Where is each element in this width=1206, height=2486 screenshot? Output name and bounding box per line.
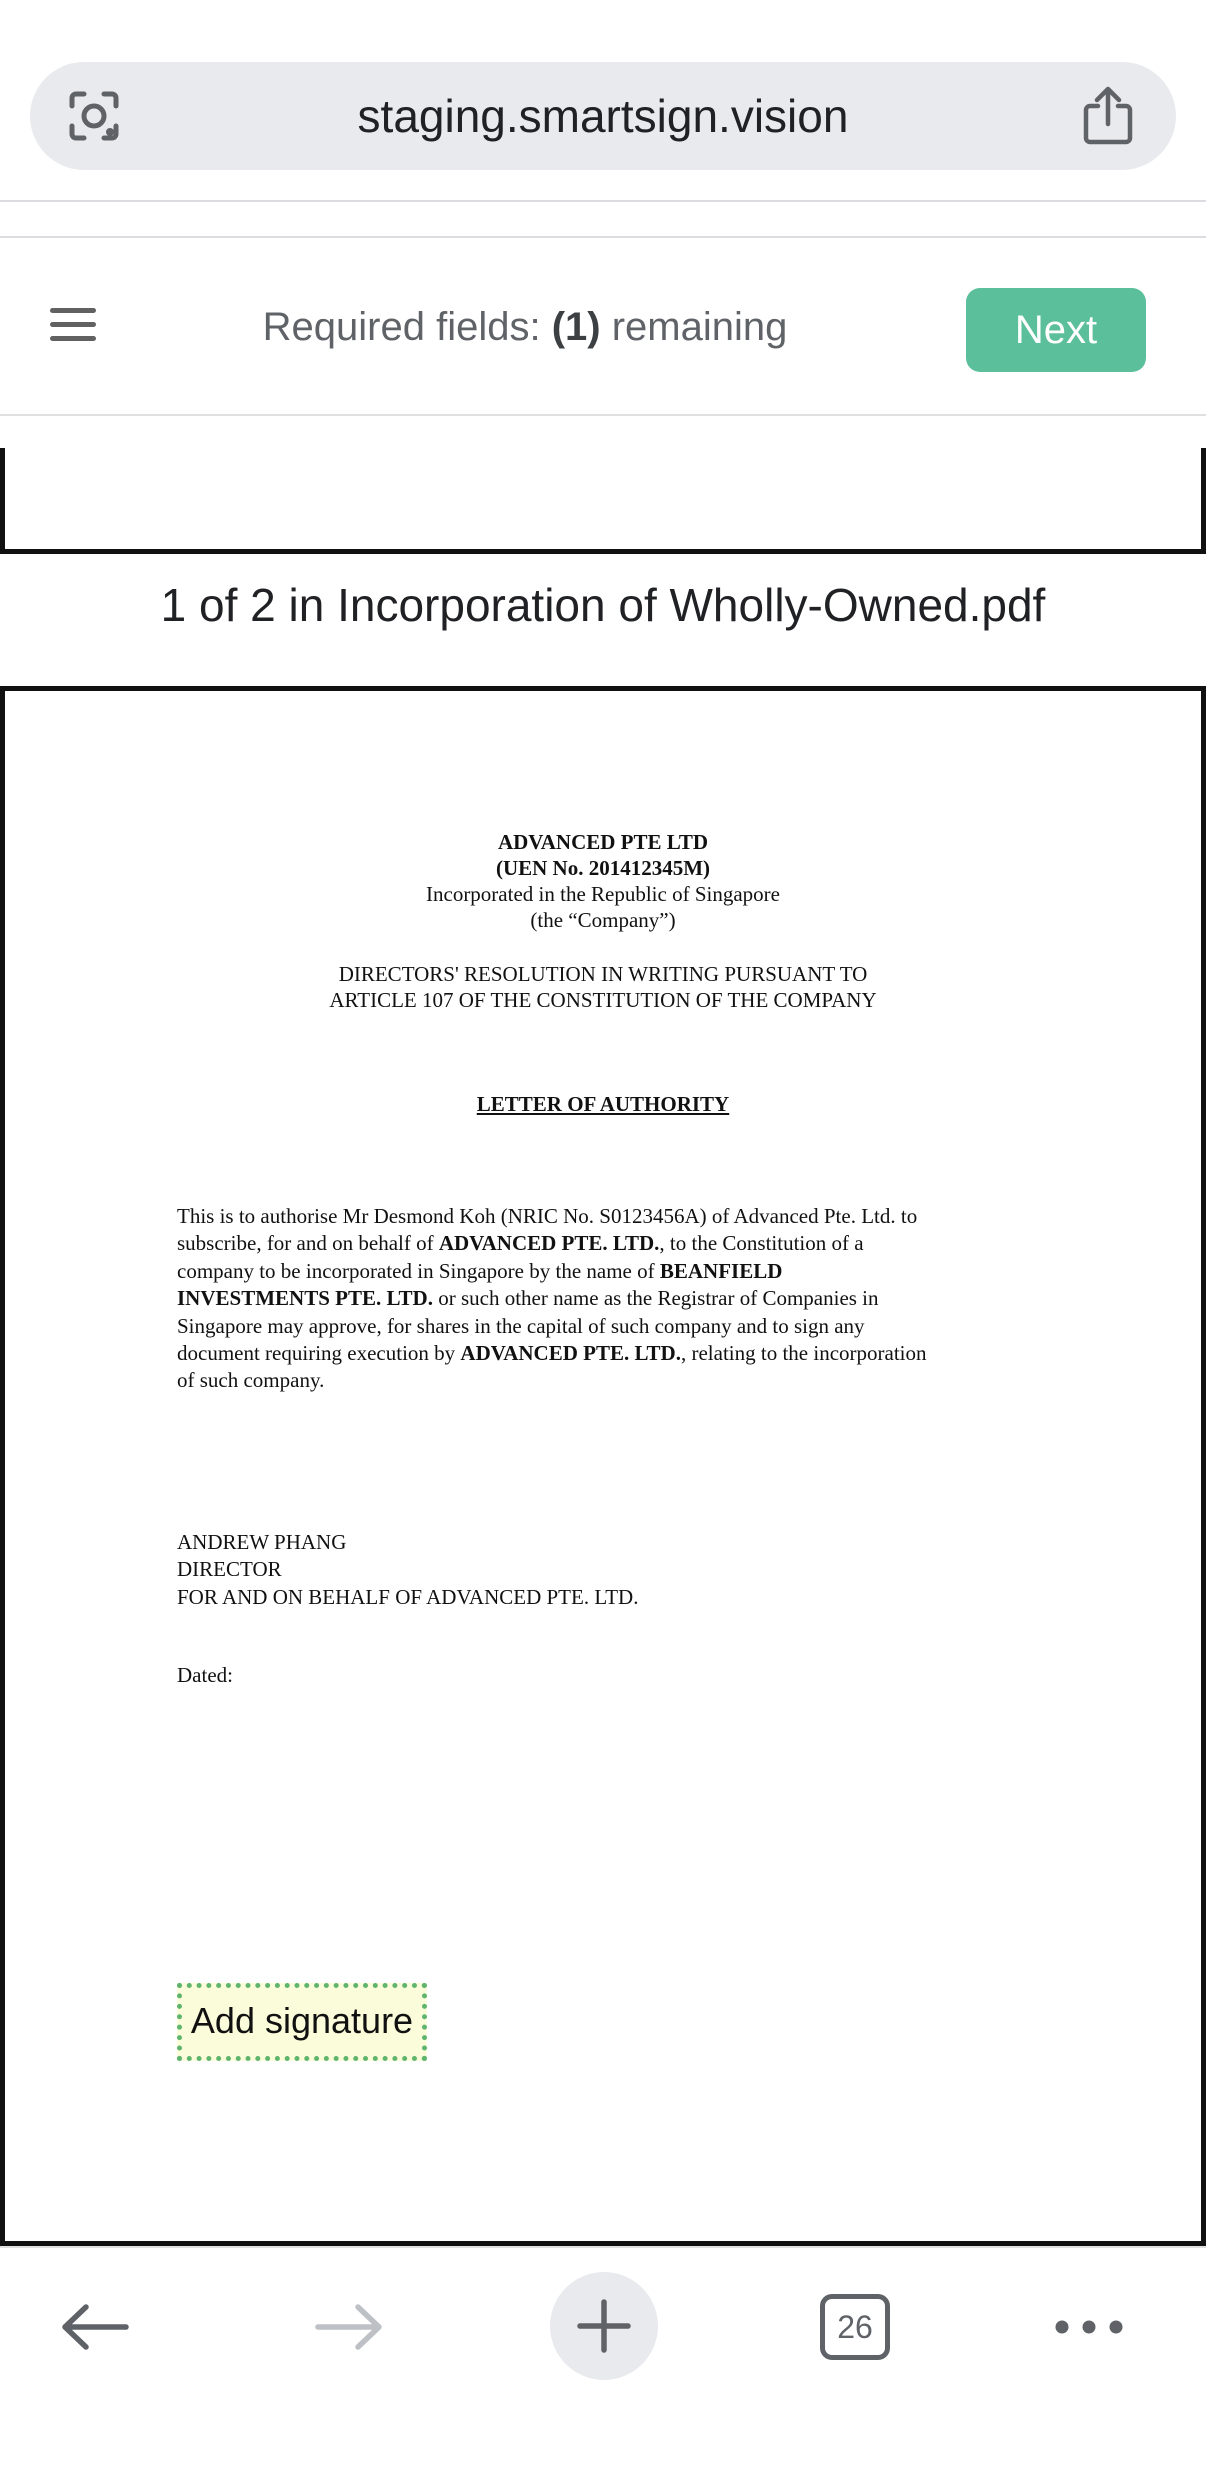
hamburger-menu-icon[interactable] [50, 308, 106, 348]
document-viewer[interactable] [0, 418, 1206, 2246]
document-title: LETTER OF AUTHORITY [476, 1092, 730, 1116]
resolution-heading [5, 961, 1201, 1013]
camera-search-icon[interactable] [66, 88, 122, 144]
back-arrow-icon [60, 2302, 130, 2352]
tab-switcher-button[interactable] [810, 2282, 900, 2372]
paragraph-line: This is to authorise Mr Desmond Koh (NRIC No. S0123456A) of Advanced Pte. Ltd. to [177, 1204, 918, 1228]
signing-header [0, 238, 1206, 416]
company-name: ADVANCED PTE LTD [497, 830, 709, 854]
required-fields-count: (1) [551, 305, 601, 349]
incorporation-line: Incorporated in the Republic of Singapore [426, 882, 780, 906]
page-caption: 1 of 2 in Incorporation of Wholly-Owned.pdf [160, 579, 1046, 631]
paragraph-line: Singapore may approve, for shares in the capital of such company and to sign any [177, 1313, 865, 1338]
company-alias: (the “Company”) [530, 908, 676, 932]
forward-arrow-icon [314, 2302, 384, 2352]
signer-role: DIRECTOR [177, 1557, 282, 1582]
more-menu-button[interactable] [1044, 2282, 1134, 2372]
resolution-line: ARTICLE 107 OF THE CONSTITUTION OF THE COMPANY [329, 988, 877, 1012]
signer-behalf: FOR AND ON BEHALF OF ADVANCED PTE. LTD. [177, 1584, 639, 1609]
paragraph-line: of such company. [177, 1368, 325, 1393]
paragraph-line: document requiring execution by ADVANCED PTE. LTD., relating to the incorporation [177, 1341, 927, 1366]
back-button[interactable] [50, 2282, 140, 2372]
browser-toolbar [0, 2246, 1206, 2486]
paragraph-line: subscribe, for and on behalf of ADVANCED PTE. LTD., to the Constitution of a [177, 1231, 864, 1256]
browser-chrome [0, 0, 1206, 200]
previous-page-edge [0, 448, 1206, 554]
required-fields-status [160, 238, 890, 416]
more-dots-icon [1054, 2317, 1124, 2337]
signatory-block [177, 1529, 638, 1611]
new-tab-button[interactable] [550, 2272, 658, 2380]
dated-label: Dated: [177, 1663, 233, 1687]
tab-count-badge: 26 [820, 2294, 890, 2360]
resolution-line: DIRECTORS' RESOLUTION IN WRITING PURSUANT TO [338, 962, 868, 986]
document-page [0, 686, 1206, 2246]
chrome-divider [0, 200, 1206, 202]
plus-icon [577, 2299, 631, 2353]
authority-paragraph [177, 1203, 1037, 1395]
address-bar[interactable] [30, 62, 1176, 170]
company-heading [5, 829, 1201, 933]
required-fields-suffix: remaining [600, 305, 788, 349]
company-uen: (UEN No. 201412345M) [495, 856, 711, 880]
forward-button[interactable] [304, 2282, 394, 2372]
required-fields-label: Required fields: [262, 305, 552, 349]
url-text[interactable]: staging.smartsign.vision [357, 90, 849, 142]
next-button[interactable]: Next [966, 288, 1146, 372]
paragraph-line: INVESTMENTS PTE. LTD. or such other name as the Registrar of Companies in [177, 1286, 879, 1311]
paragraph-line: company to be incorporated in Singapore by the name of BEANFIELD [177, 1258, 783, 1283]
add-signature-field[interactable]: Add signature [177, 1983, 427, 2061]
share-icon[interactable] [1080, 84, 1136, 146]
signer-name: ANDREW PHANG [177, 1530, 347, 1554]
